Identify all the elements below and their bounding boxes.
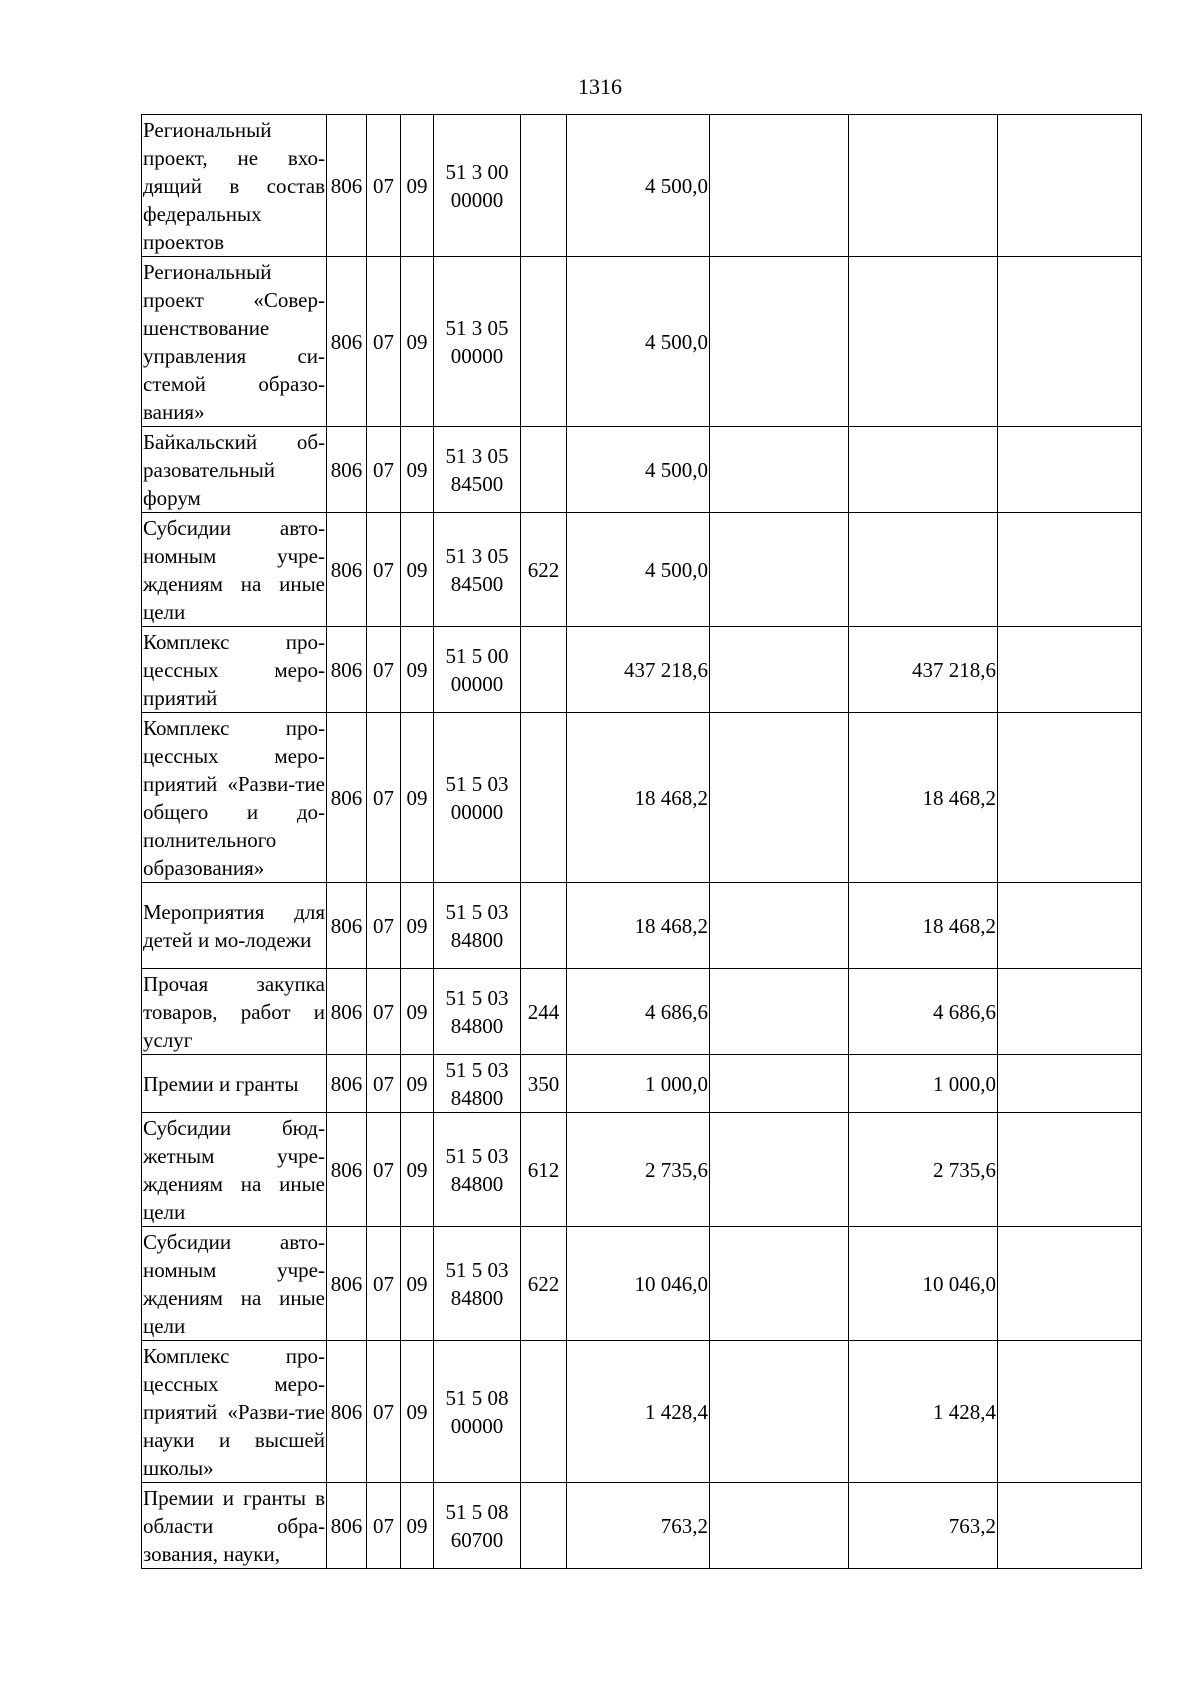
row-vr bbox=[521, 115, 567, 257]
table-row bbox=[142, 427, 1142, 513]
row-ministry: 806 bbox=[327, 713, 367, 883]
row-sum-2 bbox=[710, 513, 849, 627]
row-ministry: 806 bbox=[327, 969, 367, 1055]
row-section: 07 bbox=[367, 969, 401, 1055]
row-sum-3: 18 468,2 bbox=[849, 883, 998, 969]
row-vr: 350 bbox=[521, 1055, 567, 1113]
row-csr: 51 5 03 84800 bbox=[434, 969, 521, 1055]
row-name: Премии и гранты в области обра-зования, науки, bbox=[142, 1483, 327, 1569]
table-row bbox=[142, 1341, 1142, 1483]
row-sum-3 bbox=[849, 115, 998, 257]
row-sum-2 bbox=[710, 1113, 849, 1227]
row-sum-total: 4 500,0 bbox=[567, 513, 710, 627]
row-sum-2 bbox=[710, 627, 849, 713]
row-sum-total: 1 428,4 bbox=[567, 1341, 710, 1483]
row-subsection: 09 bbox=[401, 1055, 434, 1113]
row-name: Комплекс про-цессных меро-приятий bbox=[142, 627, 327, 713]
row-vr: 622 bbox=[521, 1227, 567, 1341]
row-sum-3: 1 000,0 bbox=[849, 1055, 998, 1113]
row-ministry: 806 bbox=[327, 1483, 367, 1569]
row-name: Байкальский об-разовательный форум bbox=[142, 427, 327, 513]
row-csr: 51 5 08 00000 bbox=[434, 1341, 521, 1483]
row-name: Прочая закупка товаров, работ и услуг bbox=[142, 969, 327, 1055]
row-sum-total: 18 468,2 bbox=[567, 713, 710, 883]
row-csr: 51 5 03 00000 bbox=[434, 713, 521, 883]
row-name: Региональный проект «Совер-шенствование управления си-стемой образо-вания» bbox=[142, 257, 327, 427]
row-sum-total: 763,2 bbox=[567, 1483, 710, 1569]
row-vr bbox=[521, 713, 567, 883]
row-sum-2 bbox=[710, 969, 849, 1055]
row-sum-2 bbox=[710, 427, 849, 513]
row-vr bbox=[521, 883, 567, 969]
row-csr: 51 5 03 84800 bbox=[434, 1055, 521, 1113]
row-sum-total: 4 500,0 bbox=[567, 427, 710, 513]
row-ministry: 806 bbox=[327, 1113, 367, 1227]
row-sum-4 bbox=[998, 1483, 1142, 1569]
row-sum-3: 10 046,0 bbox=[849, 1227, 998, 1341]
row-ministry: 806 bbox=[327, 1227, 367, 1341]
row-sum-2 bbox=[710, 115, 849, 257]
row-section: 07 bbox=[367, 513, 401, 627]
row-ministry: 806 bbox=[327, 513, 367, 627]
row-subsection: 09 bbox=[401, 1483, 434, 1569]
row-ministry: 806 bbox=[327, 1341, 367, 1483]
table-row bbox=[142, 1113, 1142, 1227]
table-row bbox=[142, 115, 1142, 257]
row-sum-4 bbox=[998, 427, 1142, 513]
row-sum-total: 2 735,6 bbox=[567, 1113, 710, 1227]
row-sum-total: 437 218,6 bbox=[567, 627, 710, 713]
row-sum-2 bbox=[710, 1227, 849, 1341]
row-vr bbox=[521, 627, 567, 713]
row-sum-4 bbox=[998, 1227, 1142, 1341]
page-number: 1316 bbox=[578, 74, 622, 99]
row-section: 07 bbox=[367, 627, 401, 713]
row-subsection: 09 bbox=[401, 1227, 434, 1341]
row-sum-2 bbox=[710, 883, 849, 969]
row-vr bbox=[521, 1341, 567, 1483]
row-sum-4 bbox=[998, 115, 1142, 257]
row-sum-total: 18 468,2 bbox=[567, 883, 710, 969]
row-sum-4 bbox=[998, 713, 1142, 883]
row-ministry: 806 bbox=[327, 427, 367, 513]
row-csr: 51 3 00 00000 bbox=[434, 115, 521, 257]
row-sum-2 bbox=[710, 1483, 849, 1569]
row-sum-total: 4 686,6 bbox=[567, 969, 710, 1055]
row-sum-3: 2 735,6 bbox=[849, 1113, 998, 1227]
row-name: Субсидии авто-номным учре-ждениям на иные цели bbox=[142, 1227, 327, 1341]
row-csr: 51 3 05 84500 bbox=[434, 513, 521, 627]
row-subsection: 09 bbox=[401, 627, 434, 713]
row-name: Премии и гранты bbox=[142, 1055, 327, 1113]
row-section: 07 bbox=[367, 257, 401, 427]
row-name: Комплекс про-цессных меро-приятий «Разви-тие науки и высшей школы» bbox=[142, 1341, 327, 1483]
row-sum-4 bbox=[998, 1113, 1142, 1227]
row-sum-3: 763,2 bbox=[849, 1483, 998, 1569]
row-csr: 51 5 03 84800 bbox=[434, 1113, 521, 1227]
row-vr bbox=[521, 257, 567, 427]
row-sum-2 bbox=[710, 1341, 849, 1483]
row-subsection: 09 bbox=[401, 1341, 434, 1483]
row-sum-2 bbox=[710, 713, 849, 883]
row-name: Региональный проект, не вхо-дящий в состав федеральных проектов bbox=[142, 115, 327, 257]
row-name: Комплекс про-цессных меро-приятий «Разви-тие общего и до-полнительного образования» bbox=[142, 713, 327, 883]
row-section: 07 bbox=[367, 1113, 401, 1227]
table-row bbox=[142, 627, 1142, 713]
row-section: 07 bbox=[367, 1227, 401, 1341]
row-vr bbox=[521, 1483, 567, 1569]
row-sum-4 bbox=[998, 1055, 1142, 1113]
row-sum-3 bbox=[849, 513, 998, 627]
row-sum-2 bbox=[710, 257, 849, 427]
row-subsection: 09 bbox=[401, 713, 434, 883]
row-subsection: 09 bbox=[401, 883, 434, 969]
row-vr: 612 bbox=[521, 1113, 567, 1227]
table-row bbox=[142, 1227, 1142, 1341]
table-body bbox=[142, 115, 1142, 1569]
row-sum-3: 437 218,6 bbox=[849, 627, 998, 713]
row-subsection: 09 bbox=[401, 427, 434, 513]
row-csr: 51 5 03 84800 bbox=[434, 883, 521, 969]
row-sum-3: 4 686,6 bbox=[849, 969, 998, 1055]
budget-table bbox=[141, 114, 1142, 1569]
row-subsection: 09 bbox=[401, 1113, 434, 1227]
table-row bbox=[142, 513, 1142, 627]
row-section: 07 bbox=[367, 713, 401, 883]
row-sum-4 bbox=[998, 513, 1142, 627]
table-row bbox=[142, 883, 1142, 969]
table-row bbox=[142, 969, 1142, 1055]
row-csr: 51 3 05 84500 bbox=[434, 427, 521, 513]
row-vr bbox=[521, 427, 567, 513]
row-section: 07 bbox=[367, 427, 401, 513]
row-section: 07 bbox=[367, 1483, 401, 1569]
row-section: 07 bbox=[367, 883, 401, 969]
row-sum-4 bbox=[998, 627, 1142, 713]
row-sum-total: 1 000,0 bbox=[567, 1055, 710, 1113]
row-sum-3: 18 468,2 bbox=[849, 713, 998, 883]
row-subsection: 09 bbox=[401, 513, 434, 627]
table-row bbox=[142, 1055, 1142, 1113]
row-section: 07 bbox=[367, 1341, 401, 1483]
row-vr: 244 bbox=[521, 969, 567, 1055]
row-sum-3: 1 428,4 bbox=[849, 1341, 998, 1483]
row-name: Мероприятия для детей и мо-лодежи bbox=[142, 883, 327, 969]
row-subsection: 09 bbox=[401, 969, 434, 1055]
row-sum-3 bbox=[849, 257, 998, 427]
row-sum-total: 4 500,0 bbox=[567, 257, 710, 427]
row-ministry: 806 bbox=[327, 115, 367, 257]
row-section: 07 bbox=[367, 115, 401, 257]
row-subsection: 09 bbox=[401, 257, 434, 427]
table-row bbox=[142, 1483, 1142, 1569]
row-ministry: 806 bbox=[327, 1055, 367, 1113]
row-ministry: 806 bbox=[327, 883, 367, 969]
row-sum-4 bbox=[998, 969, 1142, 1055]
row-csr: 51 5 03 84800 bbox=[434, 1227, 521, 1341]
row-csr: 51 5 00 00000 bbox=[434, 627, 521, 713]
row-csr: 51 5 08 60700 bbox=[434, 1483, 521, 1569]
row-name: Субсидии авто-номным учре-ждениям на иные цели bbox=[142, 513, 327, 627]
row-subsection: 09 bbox=[401, 115, 434, 257]
row-sum-2 bbox=[710, 1055, 849, 1113]
row-section: 07 bbox=[367, 1055, 401, 1113]
row-sum-4 bbox=[998, 883, 1142, 969]
row-vr: 622 bbox=[521, 513, 567, 627]
row-ministry: 806 bbox=[327, 257, 367, 427]
row-sum-4 bbox=[998, 1341, 1142, 1483]
row-name: Субсидии бюд-жетным учре-ждениям на иные цели bbox=[142, 1113, 327, 1227]
row-sum-4 bbox=[998, 257, 1142, 427]
row-csr: 51 3 05 00000 bbox=[434, 257, 521, 427]
row-sum-total: 4 500,0 bbox=[567, 115, 710, 257]
row-sum-total: 10 046,0 bbox=[567, 1227, 710, 1341]
table-row bbox=[142, 713, 1142, 883]
row-sum-3 bbox=[849, 427, 998, 513]
table-row bbox=[142, 257, 1142, 427]
row-ministry: 806 bbox=[327, 627, 367, 713]
